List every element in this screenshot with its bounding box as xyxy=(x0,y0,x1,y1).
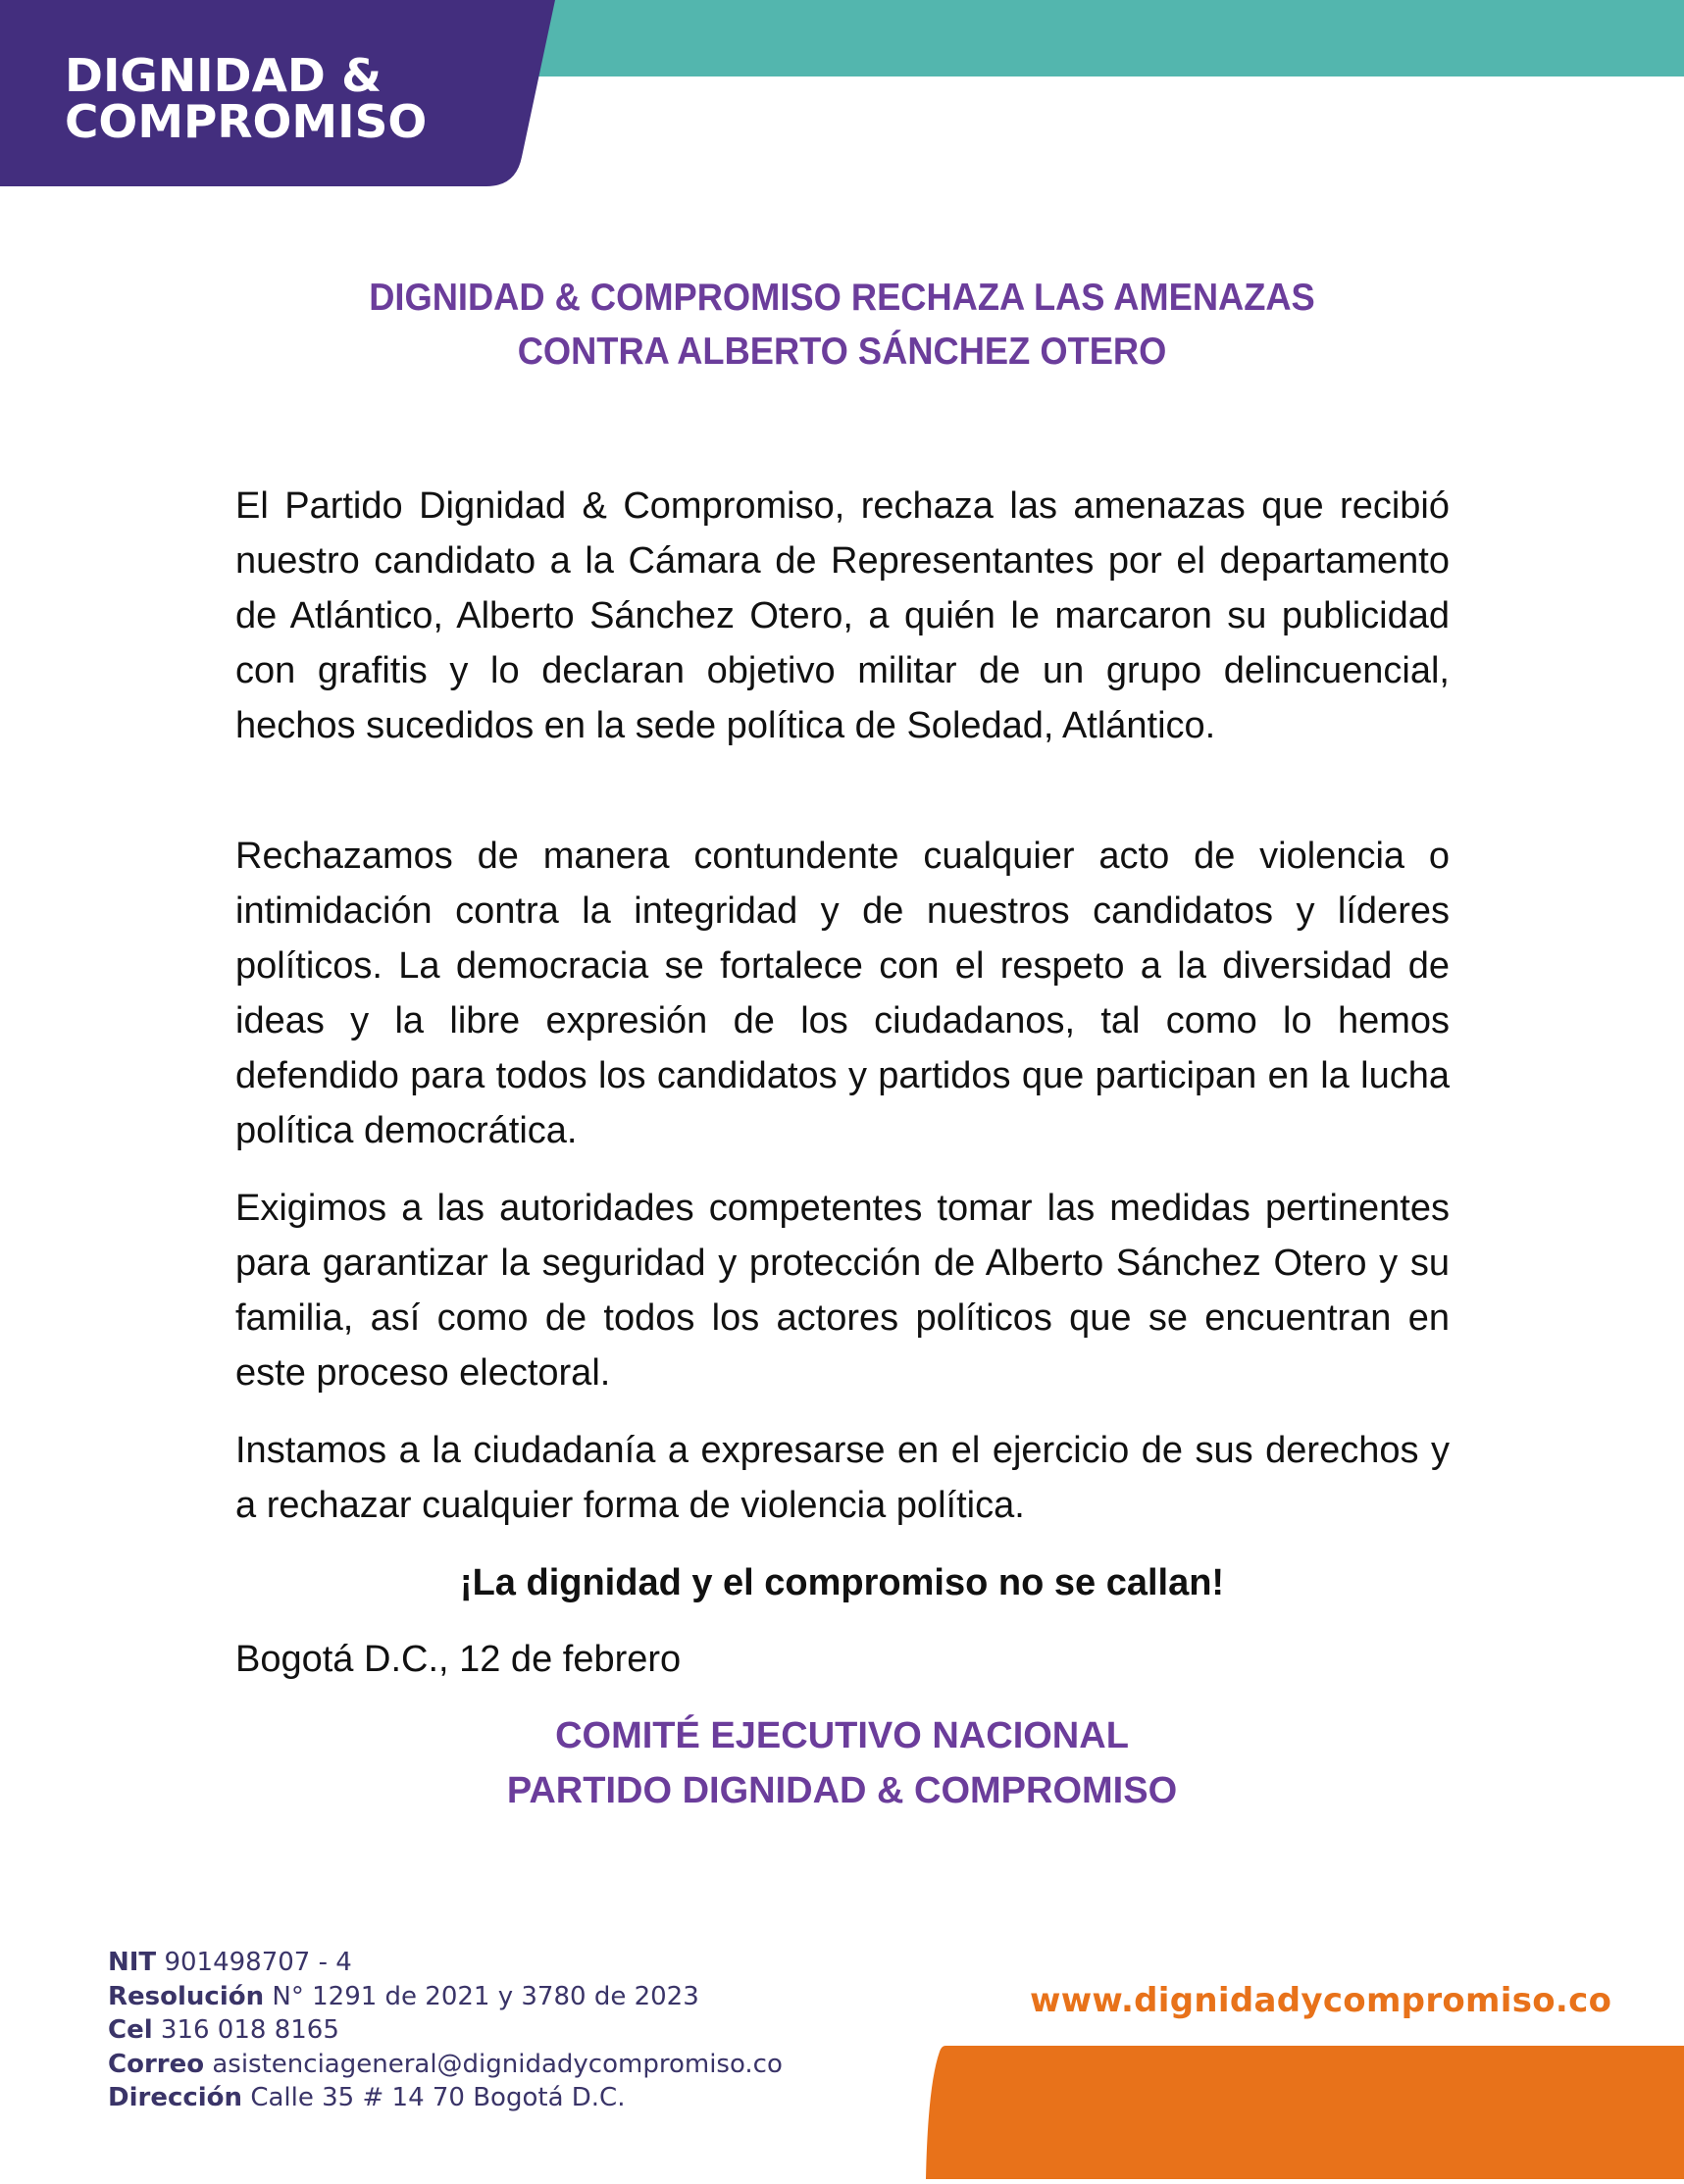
logo-line-1: DIGNIDAD & xyxy=(65,49,383,102)
footer-direccion: Dirección Calle 35 # 14 70 Bogotá D.C. xyxy=(108,2083,626,2112)
signature-line-1: COMITÉ EJECUTIVO NACIONAL xyxy=(555,1715,1129,1756)
header-teal-bar xyxy=(530,0,1684,76)
slogan: ¡La dignidad y el compromiso no se callan! xyxy=(459,1562,1225,1603)
title-line-1: DIGNIDAD & COMPROMISO RECHAZA LAS AMENAZAS xyxy=(369,277,1315,319)
paragraph-4: Instamos a la ciudadanía a expresarse en el ejercicio de sus derechos y a rechazar cualquier forma de violencia política. xyxy=(235,1430,1450,1526)
signature-block xyxy=(0,1708,1684,1818)
footer-resolucion: Resolución N° 1291 de 2021 y 3780 de 2023 xyxy=(108,1981,699,2011)
title-line-2: CONTRA ALBERTO SÁNCHEZ OTERO xyxy=(517,330,1167,373)
signature-line-2: PARTIDO DIGNIDAD & COMPROMISO xyxy=(506,1770,1178,1811)
paragraph-2: Rechazamos de manera contundente cualquier acto de violencia o intimidación contra la integridad y de nuestros candidatos y líderes políticos. La democracia se fortalece con el respeto a la diversidad de ideas y la libre expresión de los ciudadanos, tal como lo hemos defendido para todos los candidatos y partidos que participan en la lucha política democrática. xyxy=(235,836,1450,1151)
footer-orange-bar xyxy=(922,2046,1684,2179)
footer-correo: Correo asistenciageneral@dignidadycompromiso.co xyxy=(108,2049,783,2079)
logo-line-2: COMPROMISO xyxy=(65,95,428,148)
website-link[interactable]: www.dignidadycompromiso.co xyxy=(1030,1981,1612,2020)
party-logo xyxy=(0,0,555,186)
paragraph-3: Exigimos a las autoridades competentes tomar las medidas pertinentes para garantizar la seguridad y protección de Alberto Sánchez Otero y su familia, así como de todos los actores políticos que se encuentran en este proceso electoral. xyxy=(235,1188,1450,1394)
footer-cel: Cel 316 018 8165 xyxy=(108,2015,339,2045)
paragraph-1: El Partido Dignidad & Compromiso, rechaza las amenazas que recibió nuestro candidato a la Cámara de Representantes por el departamento de Atlántico, Alberto Sánchez Otero, a quién le marcaron su publicidad con grafitis y lo declaran objetivo militar de un grupo delincuencial, hechos sucedidos en la sede política de Soledad, Atlántico. xyxy=(235,485,1450,746)
footer-nit: NIT 901498707 - 4 xyxy=(108,1948,352,1977)
footer-contact-info xyxy=(108,1946,783,2115)
date-line: Bogotá D.C., 12 de febrero xyxy=(235,1639,682,1680)
document-title xyxy=(0,271,1684,379)
email-link[interactable]: asistenciageneral@dignidadycompromiso.co xyxy=(212,2049,783,2079)
